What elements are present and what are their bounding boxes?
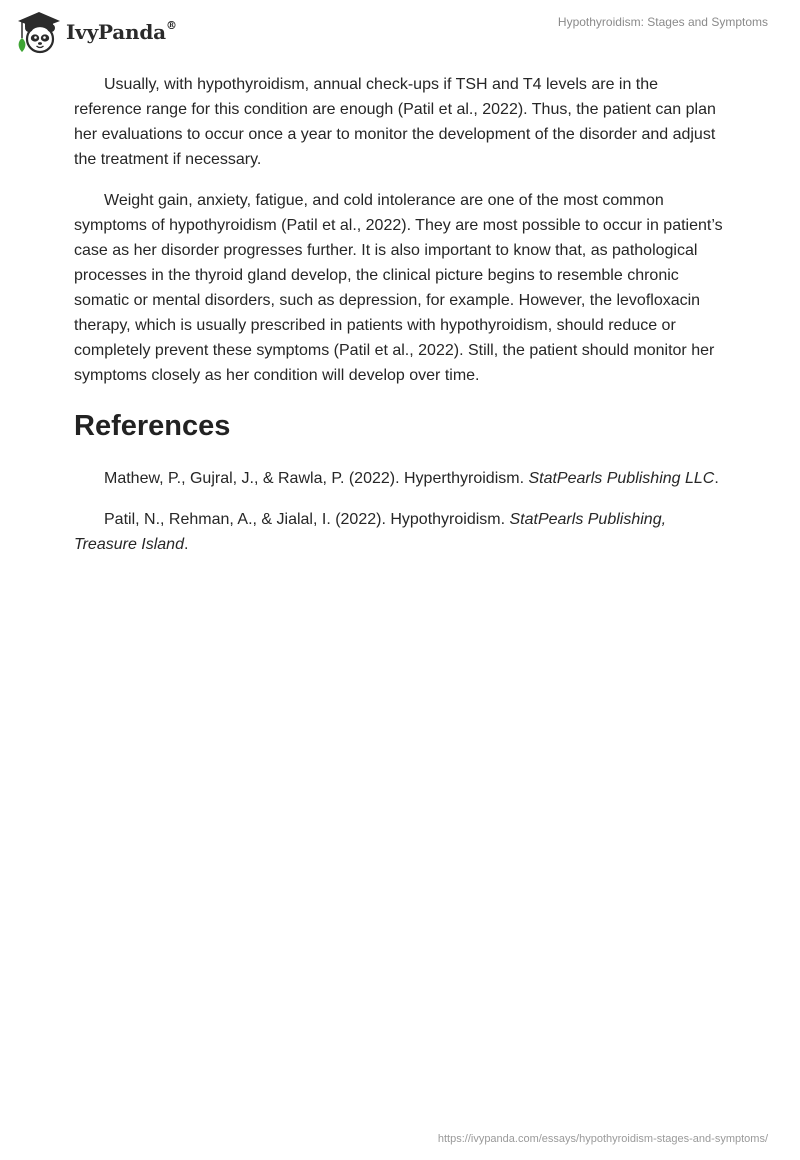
panda-graduate-logo-icon	[14, 8, 60, 54]
reference-entry	[74, 507, 724, 557]
body-paragraph: Usually, with hypothyroidism, annual check-ups if TSH and T4 levels are in the reference range for this condition are enough (Patil et al., 2022). Thus, the patient can plan her evaluations to occur once a year to monitor the development of the disorder and adjust the treatment if necessary.	[74, 76, 716, 168]
body-paragraph: Weight gain, anxiety, fatigue, and cold intolerance are one of the most common symptoms of hypothyroidism (Patil et al., 2022). They are most possible to occur in patient’s case as her disorder progresses further. It is also important to know that, as pathological processes in the thyroid gland develop, the clinical picture begins to resemble chronic somatic or mental disorders, such as depression, for example. However, the levofloxacin therapy, which is usually prescribed in patients with hypothyroidism, should reduce or completely prevent these symptoms (Patil et al., 2022). Still, the patient should monitor her symptoms closely as her condition will develop over time.	[74, 192, 723, 384]
reference-end: .	[714, 470, 719, 487]
reference-entry	[74, 466, 724, 491]
ivypanda-logo[interactable]	[14, 8, 177, 54]
source-url-link[interactable]: https://ivypanda.com/essays/hypothyroidism-stages-and-symptoms/	[437, 1133, 768, 1145]
references-heading: References	[74, 410, 231, 442]
document-title: Hypothyroidism: Stages and Symptoms	[557, 15, 768, 29]
reference-text: Patil, N., Rehman, A., & Jialal, I. (2022). Hypothyroidism.	[104, 511, 510, 528]
essay-content	[74, 72, 724, 573]
registered-mark: ®	[165, 19, 177, 33]
page-header	[0, 0, 800, 60]
brand-name: IvyPanda®	[66, 19, 177, 44]
reference-publisher: StatPearls Publishing LLC	[528, 470, 715, 487]
reference-text: Mathew, P., Gujral, J., & Rawla, P. (2022). Hyperthyroidism.	[104, 470, 529, 487]
reference-end: .	[183, 536, 189, 553]
reference-publisher: StatPearls Publishing, Treasure Island	[74, 511, 667, 553]
